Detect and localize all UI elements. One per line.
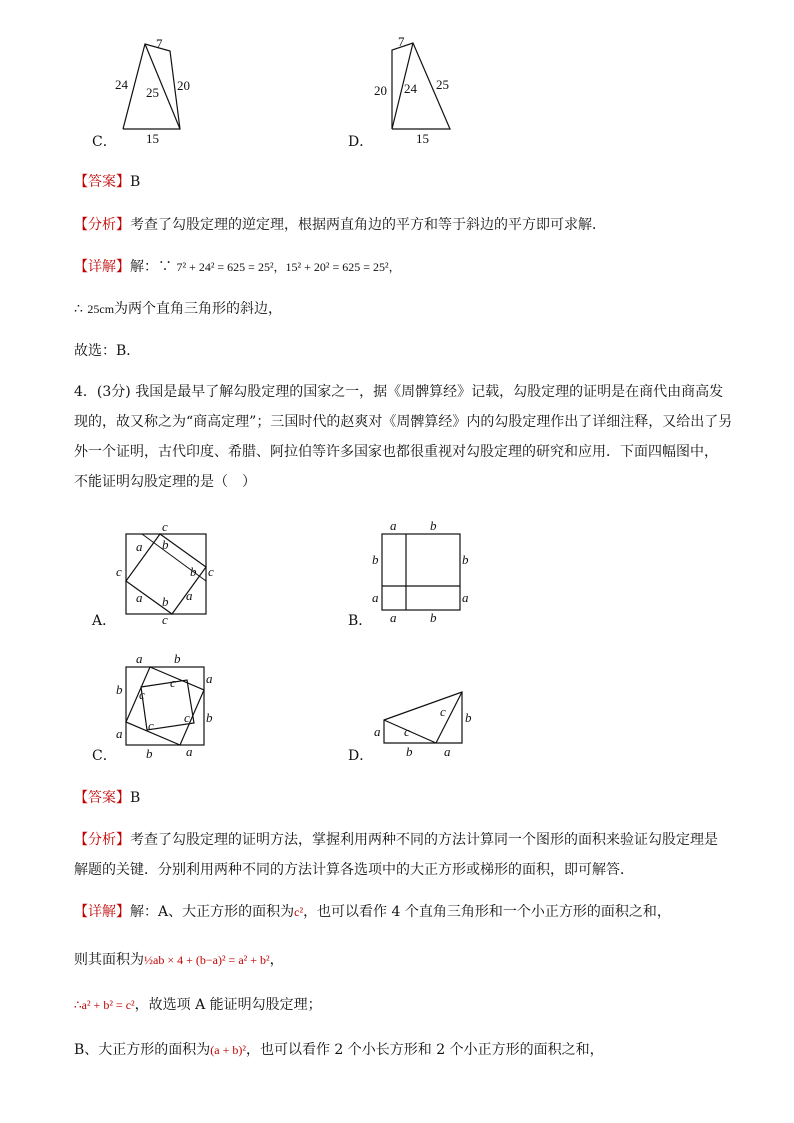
q3c-side-24: 24 (115, 77, 128, 92)
svg-text:a: a (136, 651, 143, 666)
q3d-side-20: 20 (374, 83, 387, 98)
q4-detail-line-2: 则其面积为½ab × 4 + (b−a)² = a² + b²， (74, 952, 284, 968)
svg-text:c: c (440, 704, 446, 719)
q4-figure-b (366, 518, 476, 628)
q4-figure-c (112, 652, 222, 762)
q4-stem-line-4: 不能证明勾股定理的是（ ） (74, 474, 256, 490)
svg-text:c: c (184, 710, 190, 725)
svg-text:a: a (462, 590, 469, 605)
svg-text:b: b (116, 682, 123, 697)
svg-text:c: c (139, 687, 145, 702)
q3c-side-7: 7 (156, 36, 163, 51)
svg-text:b: b (406, 744, 413, 759)
svg-text:c: c (208, 564, 214, 579)
q4-analysis-line-1: 【分析】考查了勾股定理的证明方法，掌握利用两种不同的方法计算同一个图形的面积来验证勾股定理是 (74, 832, 718, 848)
q4-figure-a (112, 518, 222, 628)
q4-option-b-label: B． (348, 613, 373, 629)
svg-text:c: c (162, 612, 168, 627)
svg-text:a: a (390, 610, 397, 625)
q3d-side-24: 24 (404, 81, 417, 96)
svg-text:b: b (430, 518, 437, 533)
q4-figure-d (366, 680, 476, 762)
q4-detail-line-1: 【详解】解：A、大正方形的面积为c²，也可以看作 4 个直角三角形和一个小正方形的面积之和， (74, 904, 671, 920)
q4-option-a-label: A． (92, 613, 117, 629)
svg-text:c: c (116, 564, 122, 579)
q3-option-c-label: C． (92, 134, 117, 150)
svg-text:c: c (162, 519, 168, 534)
q3-conclusion: 故选：B． (74, 343, 141, 359)
svg-text:b: b (146, 746, 153, 761)
svg-text:c: c (404, 724, 410, 739)
svg-text:a: a (206, 671, 213, 686)
q3d-side-25: 25 (436, 77, 449, 92)
q3d-side-7: 7 (398, 34, 405, 49)
svg-text:b: b (462, 552, 469, 567)
q4-detail-line-4: B、大正方形的面积为(a + b)²，也可以看作 2 个小长方形和 2 个小正方形的面积之和， (74, 1042, 604, 1058)
svg-text:a: a (186, 744, 193, 759)
svg-text:c: c (170, 675, 176, 690)
q4-detail-line-3: ∴a² + b² = c²，故选项 A 能证明勾股定理； (74, 997, 322, 1013)
svg-text:a: a (444, 744, 451, 759)
svg-text:b: b (174, 651, 181, 666)
q3-option-d-label: D． (348, 134, 374, 150)
svg-text:a: a (374, 724, 381, 739)
svg-text:a: a (390, 518, 397, 533)
q3-analysis: 【分析】考查了勾股定理的逆定理，根据两直角边的平方和等于斜边的平方即可求解． (74, 217, 606, 233)
svg-text:b: b (465, 710, 472, 725)
q4-stem-line-3: 外一个证明，古代印度、希腊、阿拉伯等许多国家也都很重视对勾股定理的研究和应用．下面四幅图中， (74, 444, 718, 460)
svg-text:a: a (136, 590, 143, 605)
svg-text:b: b (206, 710, 213, 725)
svg-text:b: b (430, 610, 437, 625)
q3c-side-20: 20 (177, 78, 190, 93)
svg-text:a: a (136, 539, 143, 554)
svg-text:a: a (186, 588, 193, 603)
svg-text:b: b (190, 564, 197, 579)
q3c-side-15: 15 (146, 131, 159, 146)
q3-figure-c (110, 35, 200, 145)
q4-option-c-label: C． (92, 748, 117, 764)
q4-stem-line-1: 4．(3分) 我国是最早了解勾股定理的国家之一，据《周髀算经》记载，勾股定理的证明是在商代由商高发 (74, 384, 724, 400)
q4-stem-line-2: 现的，故又称之为“商高定理”；三国时代的赵爽对《周髀算经》内的勾股定理作出了详细注释，又给出了另 (74, 414, 733, 430)
q4-option-d-label: D． (348, 748, 374, 764)
svg-text:a: a (116, 726, 123, 741)
svg-text:b: b (372, 552, 379, 567)
q3d-side-15: 15 (416, 131, 429, 146)
q3-detail: 【详解】解：∵ 7² + 24² = 625 = 25²，15² + 20² = 625 = 25²， (74, 259, 401, 275)
q3c-side-25: 25 (146, 85, 159, 100)
svg-text:b: b (162, 537, 169, 552)
q4-analysis-line-2: 解题的关键．分别利用两种不同的方法计算各选项中的大正方形或梯形的面积，即可解答． (74, 862, 634, 878)
q3-figure-d (370, 33, 460, 145)
svg-text:a: a (372, 590, 379, 605)
q4-answer: 【答案】B (74, 790, 141, 806)
q3-detail-line2: ∴ 25cm为两个直角三角形的斜边， (74, 301, 283, 317)
svg-text:c: c (148, 718, 154, 733)
q3-answer: 【答案】B (74, 174, 141, 190)
svg-text:b: b (162, 594, 169, 609)
